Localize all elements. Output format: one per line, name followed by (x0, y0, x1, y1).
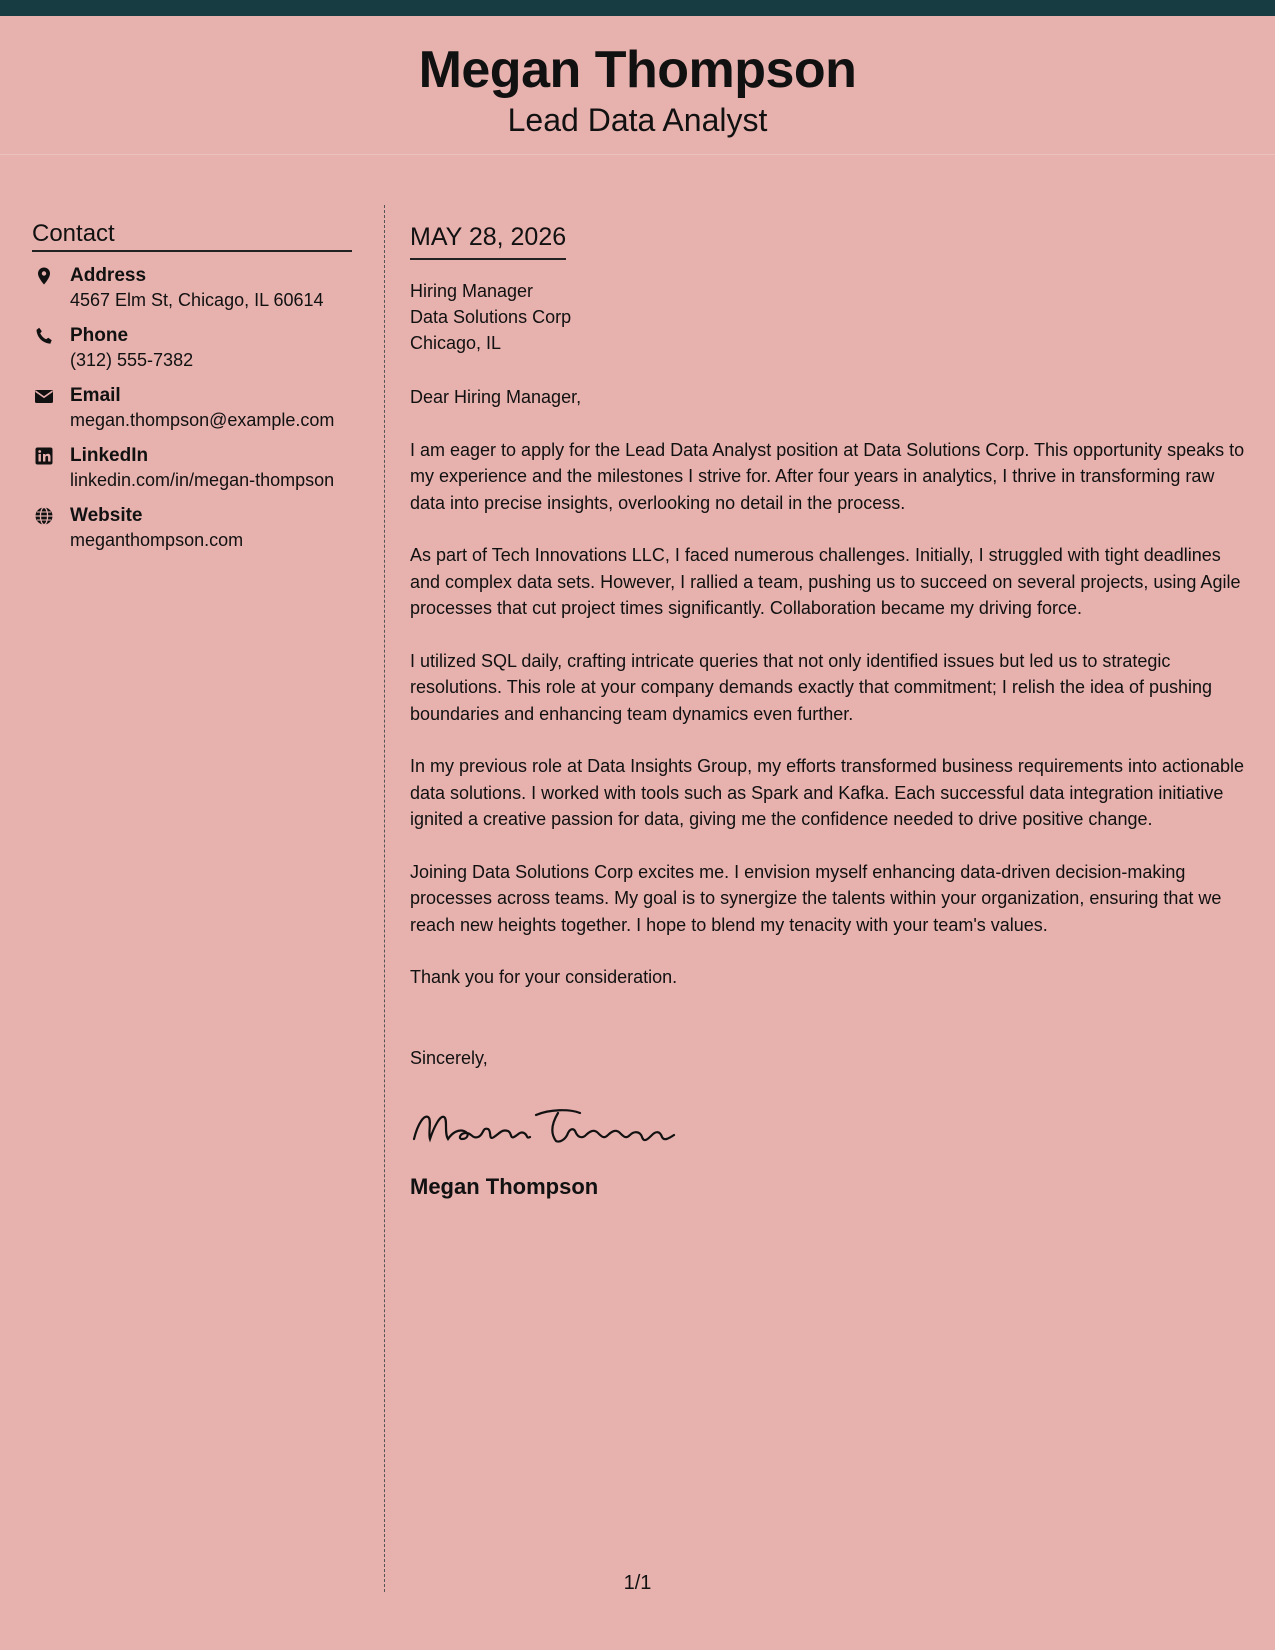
closing-thanks: Thank you for your consideration. (410, 967, 678, 987)
paragraph: As part of Tech Innovations LLC, I faced numerous challenges. Initially, I struggled with tight deadlines and complex data sets. However, I rallied a team, pushing us to succeed on several projects, using Agile processes that cut project times significantly. Collaboration became my driving force. (410, 545, 1241, 618)
contact-item-website (32, 504, 352, 552)
applicant-name: Megan Thompson (418, 41, 857, 99)
recipient-line: Hiring Manager (410, 281, 534, 301)
paragraph: I am eager to apply for the Lead Data Analyst position at Data Solutions Corp. This opportunity speaks to my experience and the milestones I strive for. After four years in analytics, I thrive in transforming raw data into precise insights, overlooking no detail in the process. (410, 439, 1245, 513)
contact-label: Email (70, 385, 121, 406)
phone-icon (34, 326, 54, 346)
contact-item-address (32, 264, 352, 312)
letter-date: MAY 28, 2026 (410, 220, 566, 260)
linkedin-icon (34, 446, 54, 466)
contact-item-linkedin (32, 444, 352, 492)
website-value[interactable]: meganthompson.com (70, 530, 244, 550)
paragraph: In my previous role at Data Insights Group, my efforts transformed business requirements into actionable data solutions. I worked with tools such as Spark and Kafka. Each successful data integration initiative ignited a creative passion for data, giving me the confidence needed to drive positive change. (410, 756, 1245, 829)
contact-heading: Contact (32, 220, 352, 252)
job-title: Lead Data Analyst (507, 102, 768, 138)
contact-label: Address (70, 265, 147, 286)
recipient-block (410, 278, 1245, 356)
salutation: Dear Hiring Manager, (410, 387, 582, 407)
signer-name: Megan Thompson (410, 1174, 599, 1199)
contact-item-phone (32, 324, 352, 372)
address-value: 4567 Elm St, Chicago, IL 60614 (70, 290, 324, 310)
paragraph: I utilized SQL daily, crafting intricate queries that not only identified issues but led us to strategic resolutions. This role at your company demands exactly that commitment; I relish the idea of pushing boundaries and enhancing team dynamics even further. (410, 650, 1213, 724)
map-pin-icon (34, 266, 54, 286)
signoff: Sincerely, (410, 1047, 488, 1068)
contact-label: Phone (70, 325, 129, 346)
recipient-line: Chicago, IL (410, 333, 502, 353)
globe-icon (34, 506, 54, 526)
contact-label: Website (70, 505, 143, 526)
envelope-icon (34, 386, 54, 406)
page-number: 1/1 (623, 1572, 652, 1594)
linkedin-value[interactable]: linkedin.com/in/megan-thompson (70, 470, 335, 490)
page-header (0, 16, 1275, 155)
contact-item-email (32, 384, 352, 432)
letter-body (410, 220, 1245, 1201)
email-value[interactable]: megan.thompson@example.com (70, 410, 335, 430)
contact-label: LinkedIn (70, 445, 149, 466)
signature-image (410, 1103, 1245, 1149)
paragraph: Joining Data Solutions Corp excites me. I envision myself enhancing data-driven decision-making processes across teams. My goal is to synergize the talents within your organization, ensuring that we reach new heights together. I hope to blend my tenacity with your team's values. (410, 861, 1222, 935)
top-accent-bar (0, 0, 1275, 16)
column-divider (384, 205, 385, 1592)
contact-sidebar (32, 220, 352, 564)
phone-value: (312) 555-7382 (70, 350, 194, 370)
recipient-line: Data Solutions Corp (410, 307, 572, 327)
